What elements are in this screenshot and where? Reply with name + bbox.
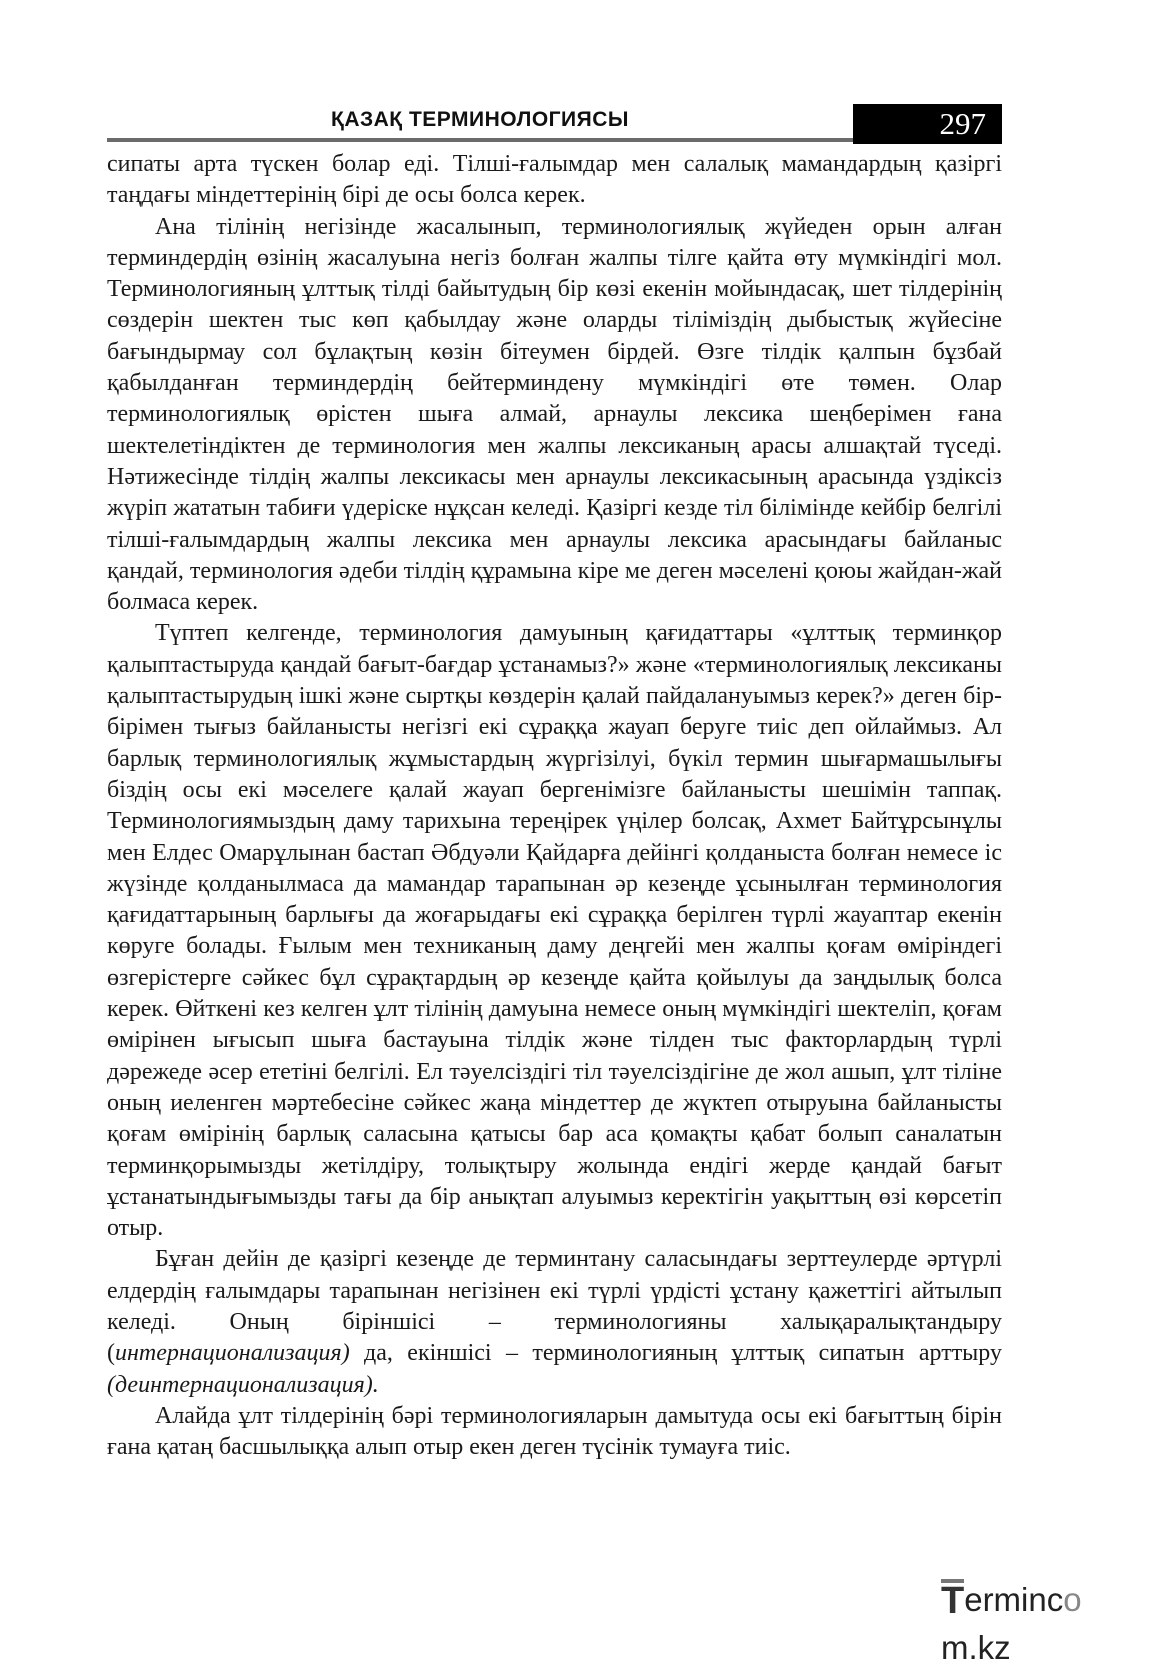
site-watermark [941, 1576, 1141, 1666]
header-rule [107, 138, 853, 142]
paragraph-4 [107, 1244, 1002, 1400]
paragraph-1: сипаты арта түскен болар еді. Тілші-ғалымдар мен салалық мамандардың қазіргі таңдағы міндеттерінің бірі де осы болса керек. [107, 151, 1002, 209]
running-title: ҚАЗАҚ ТЕРМИНОЛОГИЯСЫ [331, 108, 629, 131]
page-header [107, 104, 1002, 144]
paragraph-5: Алайда ұлт тілдерінің бәрі терминологияларын дамытуда осы екі бағыттың бірін ғана қатаң басшылыққа алып отыр екен деген түсінік тумауға тиіс. [107, 1402, 1002, 1461]
watermark-logo-t: T [941, 1580, 965, 1622]
watermark-text-end: m.kz [941, 1629, 1011, 1666]
body-text [107, 149, 1002, 1463]
paragraph-4-text-b: да, екіншісі – терминологияның ұлттық сипатын арттыру [349, 1340, 1002, 1367]
paragraph-4-italic-term-2: (деинтернационализация). [107, 1371, 379, 1398]
paragraph-2: Ана тілінің негізінде жасалынып, терминологиялық жүйеден орын алған терминдердің өзінің жасалуына негіз болған жалпы тілге қайта өту мүмкіндігі мол. Терминологияның ұлттық тілді байытудың бір көзі екенін мойындасақ, шет тілдерінің сөздерін шектен тыс көп қабылдау және оларды тіліміздің дыбыстық жүйесіне бағындырмау сол бұлақтың көзін бітеумен бірдей. Өзге тілдік қалпын бұзбай қабылданған терминдердің бейтерминдену мүмкіндігі өте төмен. Олар терминологиялық өрістен шыға алмай, арнаулы лексика шеңберімен ғана шектелетіндіктен де терминология мен жалпы лексиканың арасы алшақтай түседі. Нәтижесінде тілдің жалпы лексикасы мен арнаулы лексикасының арасында үздіксіз жүріп жататын табиғи үдеріске нұқсан келеді. Қазіргі кезде тіл білімінде кейбір белгілі тілші-ғалымдардың жалпы лексика мен арнаулы лексика арасындағы байланыс қандай, терминология әдеби тілдің құрамына кіре ме деген мәселені қоюы жайдан-жай болмаса керек. [107, 213, 1002, 616]
page-number-box [853, 104, 1002, 144]
watermark-text-middle: erminc [964, 1581, 1064, 1618]
paragraph-4-text-a: Бұған дейін де қазіргі кезеңде де терминтану саласындағы зерттеулерде әртүрлі елдердің ғалымдары тарапынан негізінен екі түрлі үрдісті ұстану қажеттігі айтылып келеді. Оның біріншісі – терминологияны халықаралықтандыру ( [107, 1246, 1002, 1367]
paragraph-4-italic-term-1: интернационализация) [115, 1340, 350, 1367]
page-number: 297 [939, 106, 986, 141]
watermark-logo-o: o [1063, 1581, 1082, 1618]
paragraph-3: Түптеп келгенде, терминология дамуының қағидаттары «ұлттық терминқор қалыптастыруда қандай бағыт-бағдар ұстанамыз?» және «терминологиялық лексиканы қалыптастырудың ішкі және сыртқы көздерін қалай пайдалануымыз керек?» деген бір-бірімен тығыз байланысты негізгі екі сұраққа жауап беруге тиіс деп ойлаймыз. Ал барлық терминологиялық жұмыстардың жүргізілуі, бүкіл термин шығармашылығы біздің осы екі мәселеге қалай жауап бергенімізге байланысты шешімін таппақ. Терминологиямыздың даму тарихына тереңірек үңілер болсақ, Ахмет Байтұрсынұлы мен Елдес Омарұлынан бастап Әбдуәли Қайдарға дейінгі қолданыста болған немесе іс жүзінде қолданылмаса да мамандар тарапынан әр кезеңде ұсынылған терминология қағидаттарының барлығы да жоғарыдағы екі сұраққа берілген түрлі жауаптар екенін көруге болады. Ғылым мен техниканың даму деңгейі мен жалпы қоғам өміріндегі өзгерістерге сәйкес бұл сұрақтардың әр кезеңде қайта қойылуы да заңдылық болса керек. Өйткені кез келген ұлт тілінің дамуына немесе оның мүмкіндігі шектеліп, қоғам өмірінен ығысып шыға бастауына тілдік және тілден тыс факторлардың түрлі дәрежеде әсер ететіні белгілі. Ел тәуелсіздігі тіл тәуелсіздігіне де жол ашып, ұлт тіліне оның иеленген мәртебесіне сәйкес жаңа міндеттер де жүктеп отыруына байланысты қоғам өмірінің барлық саласына қатысы бар аса қомақты қабат болып саналатын терминқорымызды жетілдіру, толықтыру жолында ендігі жерде қандай бағыт ұстанатындығымызды тағы да бір анықтап алуымыз керектігін уақыттың өзі көрсетіп отыр. [107, 620, 1002, 1242]
